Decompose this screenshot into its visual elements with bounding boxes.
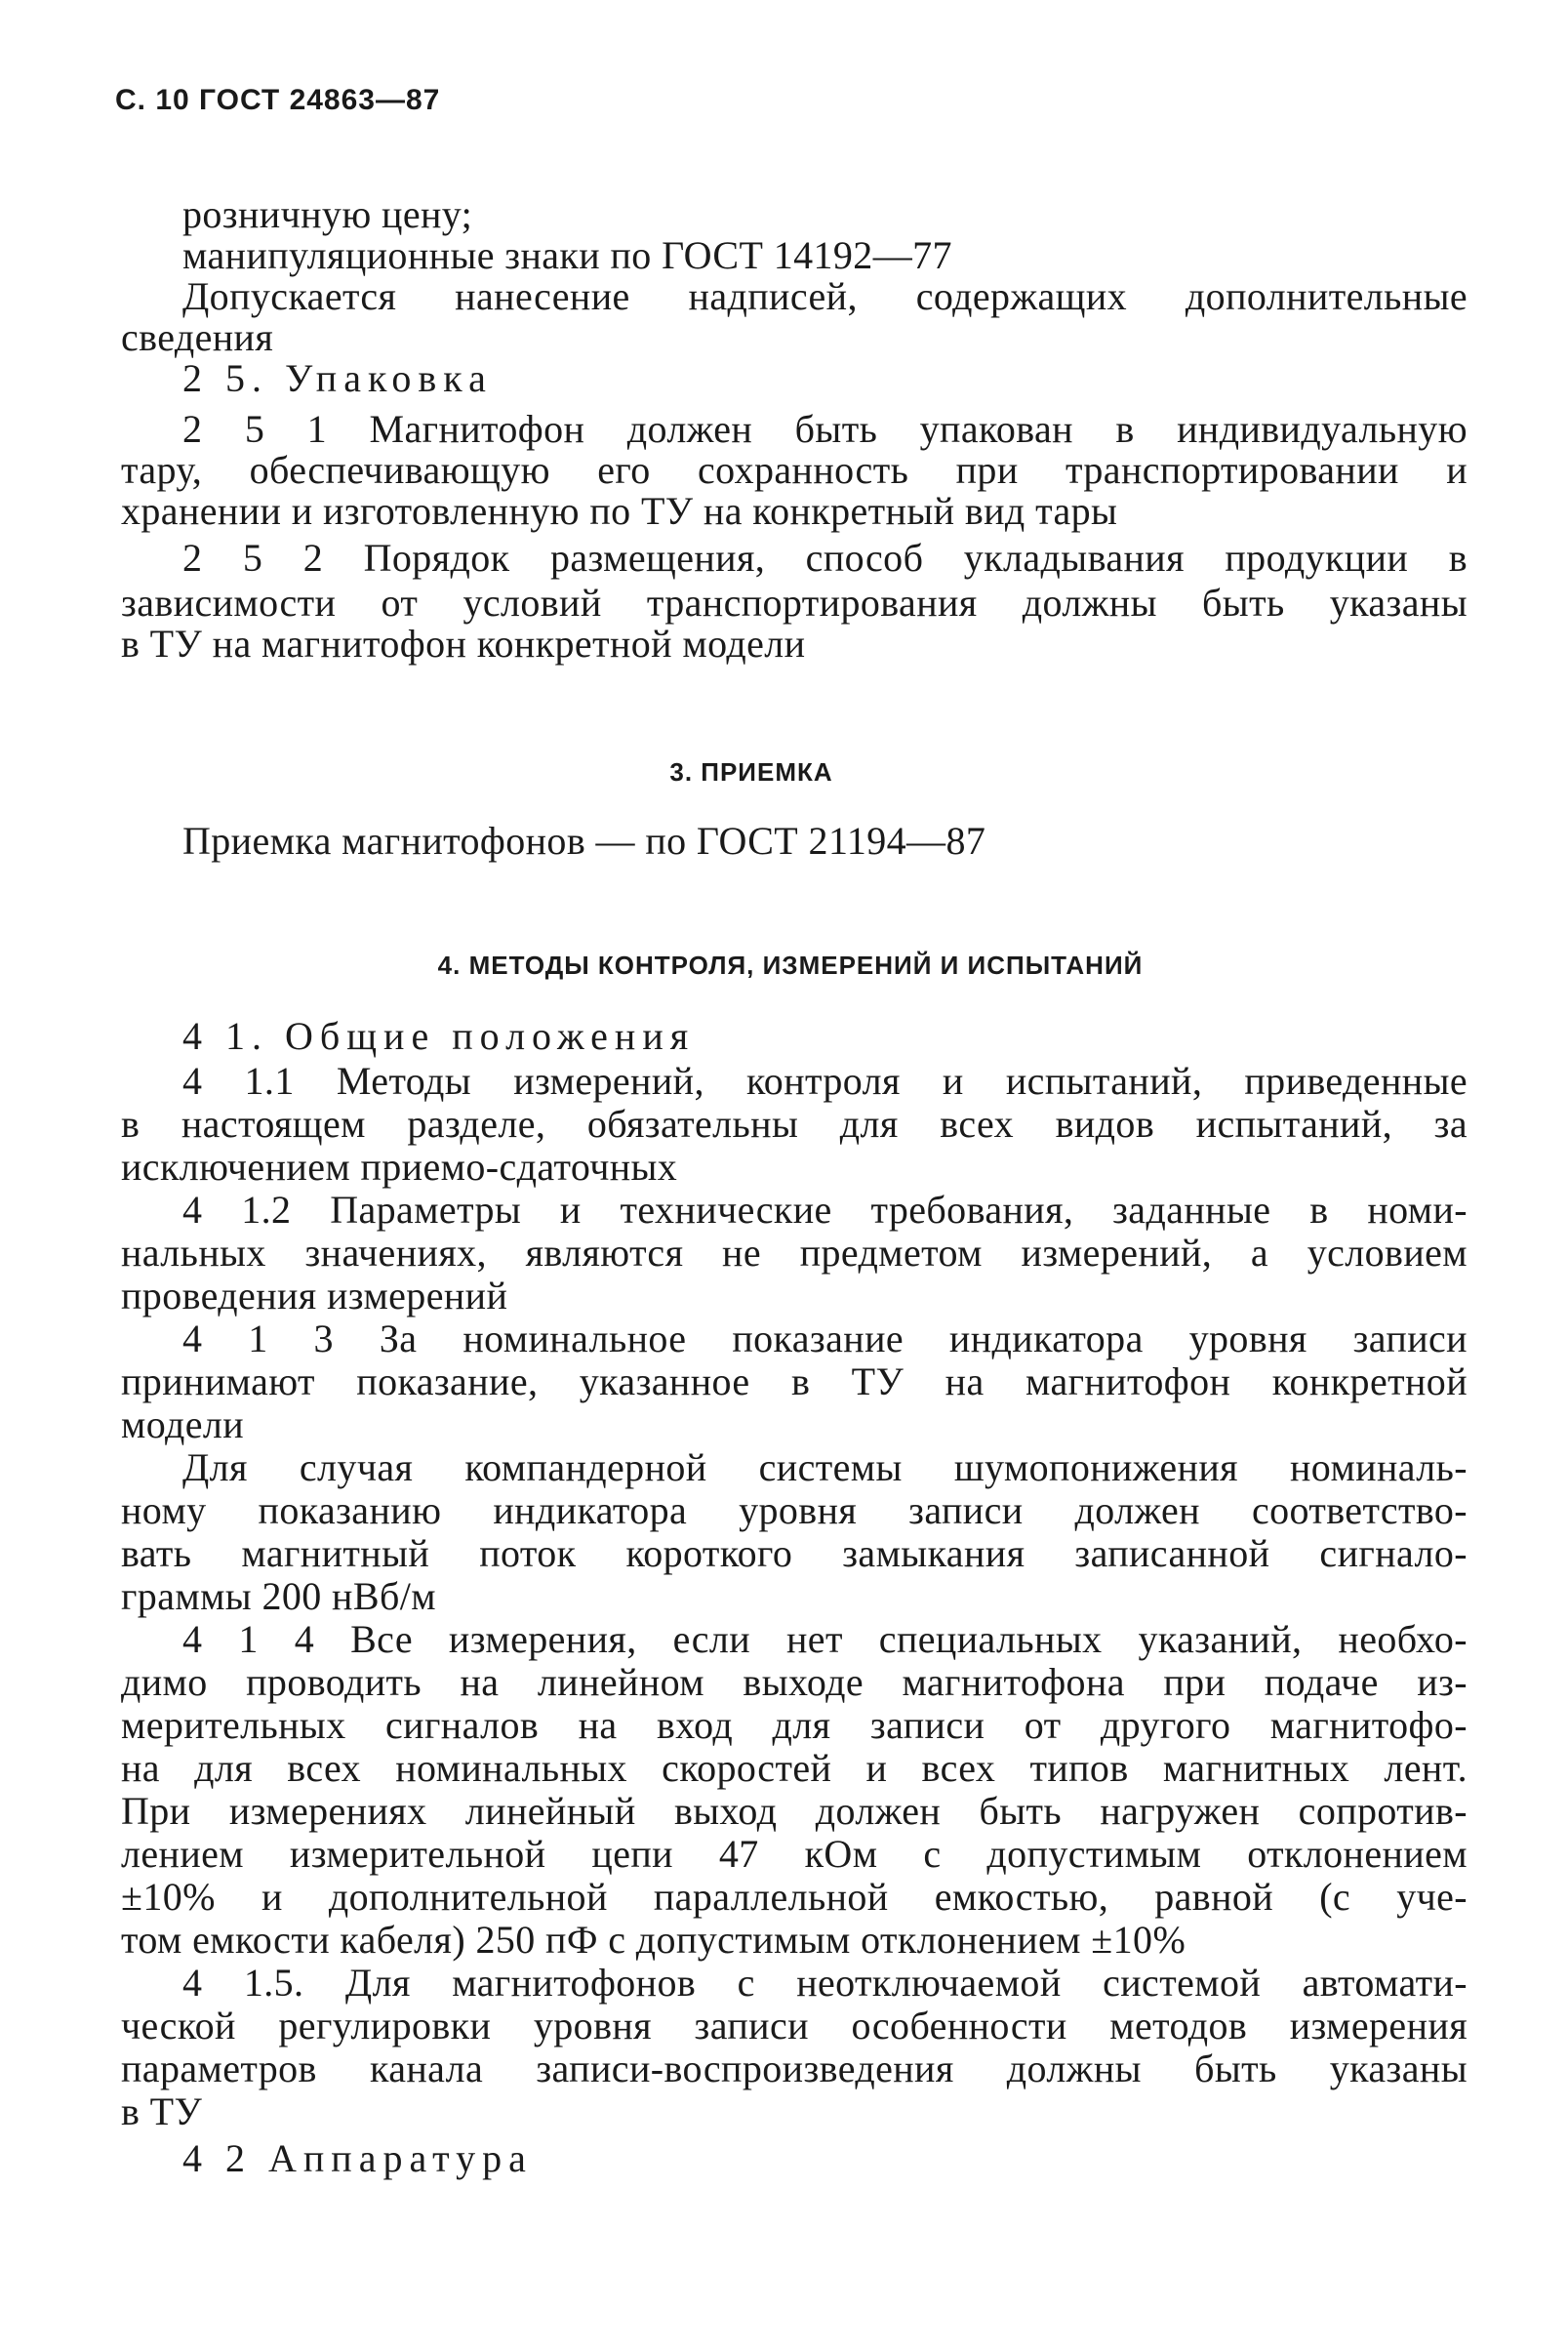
text-line: сведения (121, 315, 274, 359)
text-line: том емкости кабеля) 250 пФ с допустимым отклонением ±10% (121, 1918, 1186, 1962)
section-heading: 3. ПРИЕМКА (669, 757, 833, 787)
text-line: 2 5 2 Порядок размещения, способ укладывания продукции в (182, 536, 1467, 580)
text-line: ческой регулировки уровня записи особенности методов измерения (121, 2004, 1467, 2047)
text-line: розничную цену; (182, 192, 473, 236)
text-line: граммы 200 нВб/м (121, 1574, 436, 1618)
text-line: принимают показание, указанное в ТУ на магнитофон конкретной (121, 1359, 1467, 1403)
text-line: 4 1.2 Параметры и технические требования, заданные в номи- (182, 1188, 1467, 1232)
text-line: Допускается нанесение надписей, содержащих дополнительные (182, 274, 1467, 318)
section-heading: 4. МЕТОДЫ КОНТРОЛЯ, ИЗМЕРЕНИЙ И ИСПЫТАНИЙ (437, 951, 1144, 980)
text-line: 4 1 4 Все измерения, если нет специальных указаний, необхо- (182, 1617, 1467, 1661)
text-line: исключением приемо-сдаточных (121, 1145, 678, 1189)
text-line: проведения измерений (121, 1274, 508, 1317)
text-line: в ТУ (121, 2089, 203, 2133)
text-line: манипуляционные знаки по ГОСТ 14192—77 (182, 233, 952, 277)
text-line: мерительных сигналов на вход для записи от другого магнитофо- (121, 1703, 1467, 1747)
text-line: ±10% и дополнительной параллельной емкостью, равной (с уче- (121, 1875, 1467, 1919)
subsection-title: 4 1. Общие положения (182, 1014, 696, 1058)
text-line: в настоящем разделе, обязательны для всех видов испытаний, за (121, 1102, 1467, 1146)
text-line: лением измерительной цепи 47 кОм с допустимым отклонением (121, 1832, 1467, 1876)
text-line: димо проводить на линейном выходе магнитофона при подаче из- (121, 1660, 1467, 1704)
text-line: на для всех номинальных скоростей и всех типов магнитных лент. (121, 1746, 1467, 1790)
text-line: ному показанию индикатора уровня записи должен соответство- (121, 1488, 1467, 1532)
text-line: в ТУ на магнитофон конкретной модели (121, 622, 806, 666)
text-line: 2 5 1 Магнитофон должен быть упакован в индивидуальную (182, 407, 1467, 451)
text-line: тару, обеспечивающую его сохранность при транспортировании и (121, 448, 1467, 492)
text-line: зависимости от условий транспортирования должны быть указаны (121, 581, 1467, 625)
text-line: 4 1 3 За номинальное показание индикатора уровня записи (182, 1317, 1467, 1360)
text-line: параметров канала записи-воспроизведения должны быть указаны (121, 2047, 1467, 2090)
text-line: Приемка магнитофонов — по ГОСТ 21194—87 (182, 819, 986, 863)
text-line: 4 1.1 Методы измерений, контроля и испытаний, приведенные (182, 1059, 1467, 1103)
text-line: модели (121, 1402, 245, 1446)
text-line: нальных значениях, являются не предметом измерений, а условием (121, 1231, 1467, 1275)
text-line: 4 1.5. Для магнитофонов с неотключаемой системой автомати- (182, 1961, 1467, 2005)
text-line: При измерениях линейный выход должен быть нагружен сопротив- (121, 1789, 1467, 1833)
subsection-title: 4 2 Аппаратура (182, 2136, 533, 2180)
text-line: вать магнитный поток короткого замыкания записанной сигнало- (121, 1531, 1467, 1575)
subsection-title: 2 5. Упаковка (182, 356, 493, 400)
text-line: Для случая компандерной системы шумопонижения номиналь- (182, 1445, 1467, 1489)
text-line: хранении и изготовленную по ТУ на конкретный вид тары (121, 489, 1118, 533)
running-head: С. 10 ГОСТ 24863—87 (115, 84, 441, 116)
